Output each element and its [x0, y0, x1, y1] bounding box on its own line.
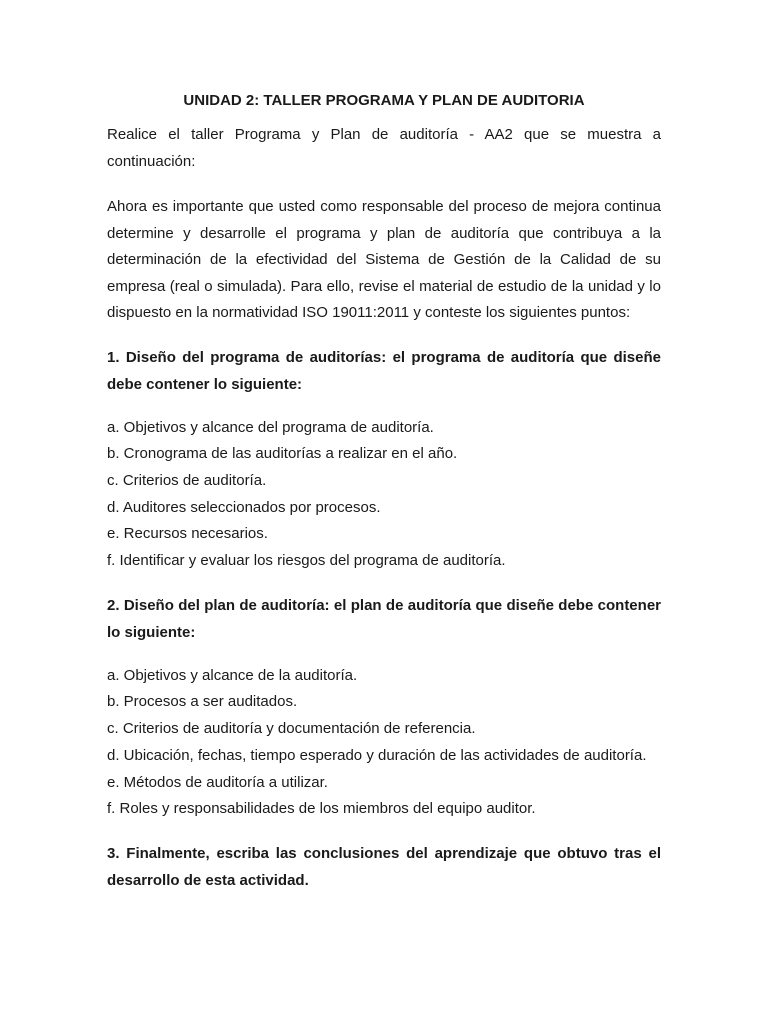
list-item: b. Cronograma de las auditorías a realizar en el año. — [107, 445, 458, 463]
list-item: f. Identificar y evaluar los riesgos del programa de auditoría. — [107, 552, 506, 570]
intro-paragraph: Realice el taller Programa y Plan de auditoría - AA2 que se muestra a continuación: — [107, 126, 661, 170]
section-3-heading: 3. Finalmente, escriba las conclusiones del aprendizaje que obtuvo tras el desarrollo de esta actividad. — [107, 844, 661, 889]
list-item: e. Métodos de auditoría a utilizar. — [107, 773, 328, 791]
list-item: d. Auditores seleccionados por procesos. — [107, 498, 381, 516]
list-item: d. Ubicación, fechas, tiempo esperado y duración de las actividades de auditoría. — [107, 746, 647, 764]
section-2-heading: 2. Diseño del plan de auditoría: el plan de auditoría que diseñe debe contener lo siguiente: — [107, 596, 661, 641]
document-title: UNIDAD 2: TALLER PROGRAMA Y PLAN DE AUDITORIA — [183, 92, 585, 109]
list-item: b. Procesos a ser auditados. — [107, 693, 298, 711]
list-item: a. Objetivos y alcance del programa de auditoría. — [107, 418, 434, 436]
body-paragraph: Ahora es importante que usted como responsable del proceso de mejora continua determine y desarrolle el programa y plan de auditoría que contribuya a la determinación de la efectividad del Sistema de Gestión de la Calidad de su empresa (real o simulada). Para ello, revise el material de estudio de la unidad y lo dispuesto en la normatividad ISO 19011:2011 y conteste los siguientes puntos: — [107, 198, 661, 321]
section-1-list — [107, 415, 661, 575]
section-1-heading: 1. Diseño del programa de auditorías: el programa de auditoría que diseñe debe contener lo siguiente: — [107, 348, 661, 393]
list-item: e. Recursos necesarios. — [107, 525, 268, 543]
section-2-list — [107, 663, 661, 823]
list-item: c. Criterios de auditoría. — [107, 471, 267, 489]
list-item: c. Criterios de auditoría y documentación de referencia. — [107, 720, 476, 738]
list-item: f. Roles y responsabilidades de los miembros del equipo auditor. — [107, 800, 536, 818]
list-item: a. Objetivos y alcance de la auditoría. — [107, 666, 358, 684]
